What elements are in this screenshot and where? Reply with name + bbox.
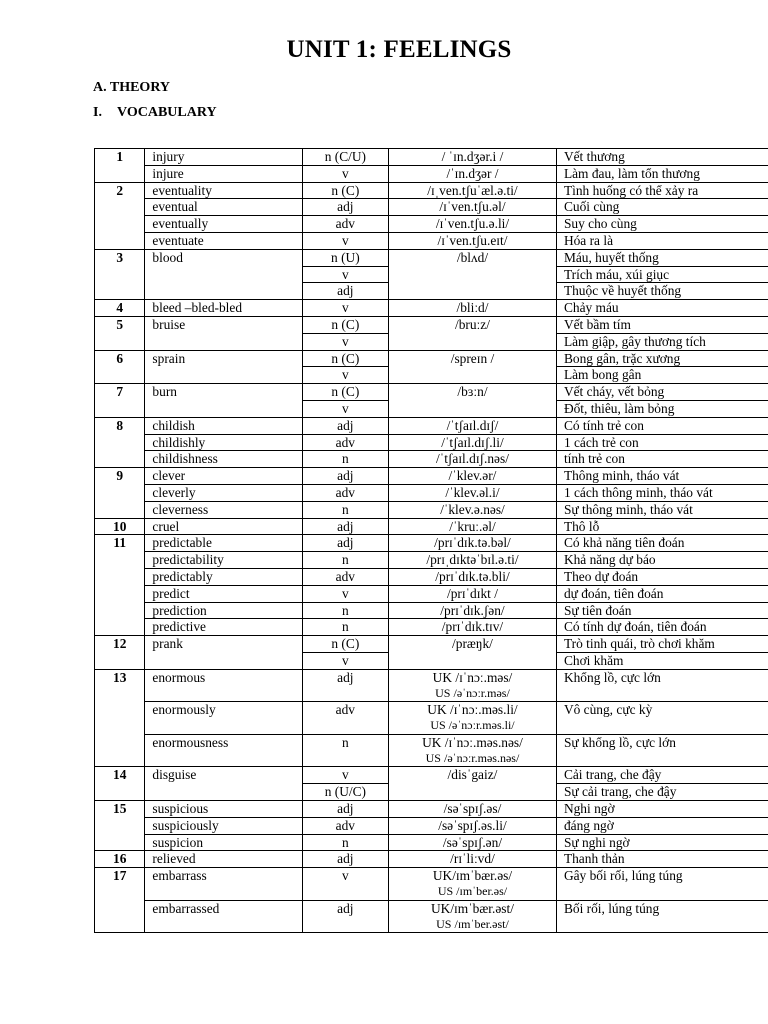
pronunciation-us: US /əˈnɔːr.məs.li/ [430,718,515,733]
meaning: Có tính dự đoán, tiên đoán [556,619,768,636]
vocab-word: injury [145,149,302,166]
part-of-speech: n (C) [302,182,388,199]
meaning: Vô cùng, cực kỳ [556,702,768,735]
vocab-word: clever [145,468,302,485]
meaning: Suy cho cùng [556,216,768,233]
table-row [95,585,768,602]
table-row [95,316,768,333]
pronunciation-uk: /ɪˌven.tʃuˈæl.ə.ti/ [427,182,518,198]
entry-number: 13 [95,669,145,767]
meaning: Khả năng dự báo [556,552,768,569]
entry-number: 9 [95,468,145,518]
pronunciation-us: US /əˈnɔːr.məs/ [435,685,510,700]
pronunciation-uk: / ˈɪn.dʒər.i / [441,149,504,164]
vocab-word: predictability [145,552,302,569]
meaning: Nghi ngờ [556,801,768,818]
meaning: Hóa ra là [556,232,768,249]
table-row [95,868,768,901]
part-of-speech: adv [302,434,388,451]
vocab-word: eventuate [145,232,302,249]
part-of-speech: n [302,552,388,569]
part-of-speech: v [302,165,388,182]
entry-number: 14 [95,767,145,801]
meaning: Bối rối, lúng túng [556,900,768,933]
table-row [95,734,768,767]
pronunciation [389,216,557,233]
meaning: Vết cháy, vết bỏng [556,384,768,401]
pronunciation [389,585,557,602]
vocab-word: predictably [145,568,302,585]
part-of-speech: n [302,834,388,851]
meaning: Sự khổng lồ, cực lớn [556,734,768,767]
entry-number: 12 [95,636,145,670]
pronunciation-uk: /prɪˈdɪk.tə.bəl/ [434,535,511,551]
entry-number: 4 [95,300,145,317]
pronunciation-uk: /ɪˈven.tʃu.əl/ [439,199,506,215]
pronunciation-uk: /səˈspɪʃ.əs.li/ [438,817,507,833]
pronunciation-uk: /prɪˈdɪk.tə.bli/ [435,568,510,584]
part-of-speech: adj [302,801,388,818]
meaning: 1 cách trẻ con [556,434,768,451]
pronunciation [389,767,557,801]
meaning: tính trẻ con [556,451,768,468]
part-of-speech: adv [302,484,388,501]
part-of-speech: v [302,266,388,283]
table-row [95,468,768,485]
table-row [95,300,768,317]
table-row [95,216,768,233]
section-heading-theory: A. THEORY [93,80,171,95]
entry-number: 6 [95,350,145,384]
pronunciation [389,434,557,451]
table-row [95,518,768,535]
vocab-word: bruise [145,316,302,350]
pronunciation [389,669,557,702]
pronunciation-uk: /ˈklev.ər/ [448,468,497,484]
pronunciation [389,232,557,249]
meaning: Làm đau, làm tổn thương [556,165,768,182]
table-row [95,182,768,199]
pronunciation [389,316,557,350]
pronunciation-uk: /səˈspɪʃ.əs/ [443,801,502,817]
table-row [95,619,768,636]
meaning: Thuộc về huyết thống [556,283,768,300]
vocab-word: relieved [145,851,302,868]
vocab-word: prank [145,636,302,670]
vocab-word: sprain [145,350,302,384]
part-of-speech: n [302,602,388,619]
vocab-word: childishly [145,434,302,451]
pronunciation-uk: /ˈklev.ə.nəs/ [440,501,505,517]
pronunciation-uk: /disˈgaiz/ [447,767,498,783]
meaning: Làm giập, gây thương tích [556,333,768,350]
pronunciation-uk: /ˈɪn.dʒər / [446,165,499,181]
section-number: I. [93,105,102,120]
entry-number: 3 [95,249,145,299]
part-of-speech: adv [302,817,388,834]
pronunciation [389,602,557,619]
part-of-speech: n (C) [302,316,388,333]
vocab-word: embarrassed [145,900,302,933]
pronunciation-uk: /ˈkruː.əl/ [449,518,496,534]
pronunciation-uk: /ˈklev.əl.i/ [445,484,500,500]
entry-number: 11 [95,535,145,636]
vocab-word: injure [145,165,302,182]
meaning: Chảy máu [556,300,768,317]
table-row [95,636,768,653]
vocab-word: eventuality [145,182,302,199]
table-row [95,552,768,569]
pronunciation [389,868,557,901]
table-row [95,149,768,166]
part-of-speech: adv [302,216,388,233]
entry-number: 2 [95,182,145,249]
meaning: Có tính trẻ con [556,417,768,434]
table-row [95,702,768,735]
meaning: Máu, huyết thống [556,249,768,266]
vocab-word: blood [145,249,302,299]
pronunciation [389,801,557,818]
vocab-word: predict [145,585,302,602]
meaning: Cuối cùng [556,199,768,216]
pronunciation [389,734,557,767]
entry-number: 10 [95,518,145,535]
vocab-word: enormousness [145,734,302,767]
part-of-speech: n [302,734,388,767]
pronunciation [389,636,557,670]
pronunciation-uk: /bɜːn/ [457,384,488,400]
pronunciation [389,451,557,468]
part-of-speech: v [302,868,388,901]
part-of-speech: adv [302,568,388,585]
pronunciation-us: US /ɪmˈber.əs/ [437,884,508,899]
vocab-word: suspicious [145,801,302,818]
table-row [95,568,768,585]
pronunciation-uk: /ɪˈven.tʃu.eɪt/ [437,232,508,248]
pronunciation-us: US /əˈnɔːr.məs.nəs/ [425,750,520,765]
entry-number: 7 [95,384,145,418]
part-of-speech: v [302,232,388,249]
vocab-word: suspicion [145,834,302,851]
section-heading-vocabulary [93,105,217,121]
table-row [95,350,768,367]
entry-number: 5 [95,316,145,350]
meaning: Trò tinh quái, trò chơi khăm [556,636,768,653]
part-of-speech: n (U/C) [302,784,388,801]
vocabulary-table [94,148,768,933]
pronunciation-uk: /prɪˈdɪk.tɪv/ [441,619,504,635]
pronunciation [389,817,557,834]
table-row [95,249,768,266]
part-of-speech: n [302,501,388,518]
meaning: Bong gân, trặc xương [556,350,768,367]
pronunciation [389,149,557,166]
table-row [95,232,768,249]
pronunciation [389,300,557,317]
part-of-speech: adj [302,535,388,552]
part-of-speech: v [302,585,388,602]
meaning: Tình huống có thể xảy ra [556,182,768,199]
table-row [95,417,768,434]
part-of-speech: v [302,367,388,384]
part-of-speech: adj [302,518,388,535]
part-of-speech: v [302,333,388,350]
pronunciation [389,900,557,933]
meaning: Sự thông minh, tháo vát [556,501,768,518]
pronunciation-uk: UK /ɪˈnɔː.məs/ [432,669,513,685]
part-of-speech: adj [302,468,388,485]
part-of-speech: adj [302,199,388,216]
pronunciation-uk: /ɪˈven.tʃu.ə.li/ [435,216,510,232]
vocab-word: enormous [145,669,302,702]
page-title: UNIT 1: FEELINGS [286,36,512,63]
part-of-speech: n (U) [302,249,388,266]
pronunciation [389,518,557,535]
pronunciation [389,384,557,418]
part-of-speech: adj [302,669,388,702]
vocab-word: bleed –bled-bled [145,300,302,317]
vocab-word: childish [145,417,302,434]
table-row [95,817,768,834]
entry-number: 16 [95,851,145,868]
entry-number: 17 [95,868,145,933]
pronunciation-uk: /rɪˈliːvd/ [450,851,495,867]
meaning: Sự tiên đoán [556,602,768,619]
meaning: Khổng lồ, cực lớn [556,669,768,702]
pronunciation-uk: UK/ɪmˈbær.əst/ [431,900,514,916]
pronunciation [389,501,557,518]
part-of-speech: v [302,767,388,784]
pronunciation-uk: /blʌd/ [456,249,489,265]
part-of-speech: n (C) [302,384,388,401]
meaning: đáng ngờ [556,817,768,834]
table-row [95,834,768,851]
table-row [95,669,768,702]
vocab-word: cruel [145,518,302,535]
vocab-word: eventually [145,216,302,233]
table-row [95,434,768,451]
pronunciation [389,199,557,216]
meaning: Thông minh, tháo vát [556,468,768,485]
table-row [95,900,768,933]
table-row [95,535,768,552]
pronunciation [389,552,557,569]
meaning: Vết thương [556,149,768,166]
part-of-speech: v [302,652,388,669]
pronunciation [389,484,557,501]
pronunciation [389,851,557,868]
entry-number: 15 [95,801,145,851]
meaning: Có khả năng tiên đoán [556,535,768,552]
vocab-word: prediction [145,602,302,619]
pronunciation-us: US /ɪmˈber.əst/ [436,916,509,931]
vocab-word: predictable [145,535,302,552]
table-row [95,767,768,784]
pronunciation-uk: /bruːz/ [454,316,490,332]
table-row [95,501,768,518]
vocab-word: cleverly [145,484,302,501]
meaning: Gây bối rối, lúng túng [556,868,768,901]
part-of-speech: n (C) [302,636,388,653]
pronunciation-uk: UK/ɪmˈbær.əs/ [432,868,513,884]
part-of-speech: adj [302,900,388,933]
pronunciation [389,619,557,636]
part-of-speech: v [302,400,388,417]
pronunciation [389,702,557,735]
meaning: 1 cách thông minh, tháo vát [556,484,768,501]
vocab-word: cleverness [145,501,302,518]
entry-number: 8 [95,417,145,467]
pronunciation-uk: /prɪˈdɪk.ʃən/ [440,602,505,618]
table-row [95,484,768,501]
part-of-speech: adj [302,851,388,868]
meaning: Vết bầm tím [556,316,768,333]
meaning: Trích máu, xúi giục [556,266,768,283]
pronunciation [389,417,557,434]
pronunciation-uk: /ˈtʃaɪl.dɪʃ/ [446,417,499,433]
table-row [95,602,768,619]
table-row [95,851,768,868]
pronunciation-uk: UK /ɪˈnɔː.məs.li/ [427,702,518,718]
vocab-word: enormously [145,702,302,735]
pronunciation-uk: UK /ɪˈnɔː.məs.nəs/ [422,734,523,750]
part-of-speech: n [302,451,388,468]
meaning: Chơi khăm [556,652,768,669]
meaning: Thanh thản [556,851,768,868]
section-label: VOCABULARY [117,105,217,120]
pronunciation-uk: /səˈspɪʃ.ən/ [442,834,503,850]
entry-number: 1 [95,149,145,183]
part-of-speech: n [302,619,388,636]
meaning: Sự cải trang, che đậy [556,784,768,801]
meaning: Thô lỗ [556,518,768,535]
part-of-speech: adv [302,702,388,735]
meaning: Đốt, thiêu, làm bỏng [556,400,768,417]
vocab-word: predictive [145,619,302,636]
pronunciation-uk: /ˈtʃaɪl.dɪʃ.nəs/ [436,451,509,467]
pronunciation [389,535,557,552]
table-row [95,199,768,216]
meaning: Theo dự đoán [556,568,768,585]
vocab-word: embarrass [145,868,302,901]
pronunciation-uk: /bliːd/ [456,300,489,316]
table-row [95,384,768,401]
part-of-speech: adj [302,283,388,300]
meaning: Sự nghi ngờ [556,834,768,851]
pronunciation [389,182,557,199]
part-of-speech: v [302,300,388,317]
pronunciation-uk: /spreɪn / [450,350,495,366]
pronunciation-uk: /prɪˌdɪktəˈbɪl.ə.ti/ [426,552,519,568]
pronunciation-uk: /prɪˈdɪkt / [446,585,498,601]
vocab-word: eventual [145,199,302,216]
vocab-word: disguise [145,767,302,801]
pronunciation [389,468,557,485]
table-row [95,451,768,468]
meaning: Làm bong gân [556,367,768,384]
vocab-word: childishness [145,451,302,468]
pronunciation [389,249,557,299]
pronunciation [389,568,557,585]
part-of-speech: adj [302,417,388,434]
pronunciation [389,165,557,182]
pronunciation [389,350,557,384]
part-of-speech: n (C) [302,350,388,367]
table-row [95,165,768,182]
table-row [95,801,768,818]
pronunciation [389,834,557,851]
meaning: dự đoán, tiên đoán [556,585,768,602]
part-of-speech: n (C/U) [302,149,388,166]
vocab-word: burn [145,384,302,418]
meaning: Cải trang, che đậy [556,767,768,784]
pronunciation-uk: /præŋk/ [452,636,493,652]
vocab-word: suspiciously [145,817,302,834]
pronunciation-uk: /ˈtʃaɪl.dɪʃ.li/ [441,434,504,450]
